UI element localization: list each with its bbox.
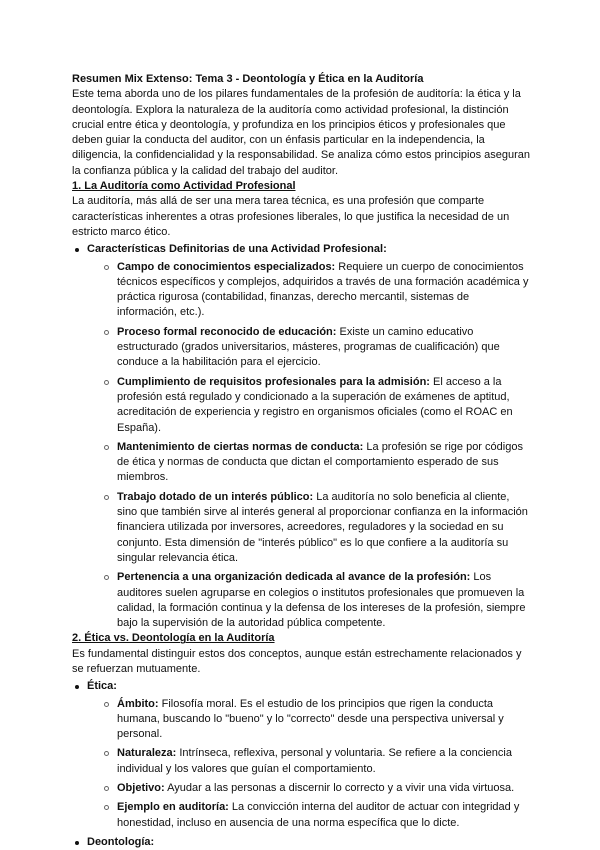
document-page [72, 72, 530, 850]
list-item [102, 440, 530, 486]
list-item [102, 260, 530, 321]
item-term: Trabajo dotado de un interés público: [117, 490, 314, 503]
item-text: Intrínseca, reflexiva, personal y voluntaria. Se refiere a la conciencia individual y los valores que guían el comportamiento. [117, 747, 512, 775]
bullet-label: Características Definitorias de una Actividad Profesional: [87, 243, 387, 256]
item-text: Filosofía moral. Es el estudio de los principios que rigen la conducta humana, buscando lo "bueno" y lo "correcto" desde una perspectiva universal y personal. [117, 697, 504, 741]
list-item [102, 490, 530, 566]
list-item [102, 325, 530, 371]
section-2-list [72, 679, 530, 850]
sublist [87, 260, 530, 632]
list-item [72, 242, 530, 631]
list-item-etica [72, 679, 530, 831]
list-item [102, 800, 530, 831]
item-text: Ayudar a las personas a discernir lo correcto y a vivir una vida virtuosa. [164, 782, 515, 795]
document-title: Resumen Mix Extenso: Tema 3 - Deontología y Ética en la Auditoría [72, 73, 424, 85]
item-text: Existe un camino educativo estructurado (grados universitarios, másteres, programas de cualificación) que conduce a la habilitación para el ejercicio. [117, 325, 500, 369]
item-term: Naturaleza: [117, 747, 177, 760]
item-text: La auditoría no solo beneficia al cliente, sino que también sirve al interés general al proporcionar confianza en la información financiera utilizada por inversores, acreedores, reguladores y la sociedad en su conjunto. Esta dimensión de "interés público" es lo que confiere a la auditoría su singular relevancia ética. [117, 490, 528, 564]
list-item [102, 375, 530, 436]
item-text: La convicción interna del auditor de actuar con integridad y honestidad, incluso en ausencia de una norma específica que lo dicte. [117, 801, 520, 829]
section-1-text: La auditoría, más allá de ser una mera tarea técnica, es una profesión que comparte características inherentes a otras profesiones liberales, lo que justifica la necesidad de un estricto marco ético. [72, 195, 510, 238]
list-item [102, 746, 530, 777]
item-term: Pertenencia a una organización dedicada al avance de la profesión: [117, 571, 471, 584]
intro-paragraph: Este tema aborda uno de los pilares fundamentales de la profesión de auditoría: la ética y la deontología. Explora la naturaleza de la auditoría como actividad profesional, la distinción crucial entre ética y deontología, y profundiza en los principios éticos y profesionales que deben guiar la conducta del auditor, con un énfasis particular en la independencia, la diligencia, la confidencialidad y la responsabilidad. Se analiza cómo estos principios aseguran la confianza pública y la calidad del trabajo del auditor. [72, 88, 530, 177]
section-1-list [72, 242, 530, 631]
sublist [87, 697, 530, 831]
item-text: El acceso a la profesión está regulado y condicionado a la superación de exámenes de aptitud, acreditación de experiencia y registro en organismos oficiales (como el ROAC en España). [117, 375, 513, 434]
item-text: Requiere un cuerpo de conocimientos técnicos específicos y complejos, adquiridos a través de una formación académica y práctica rigurosa (contabilidad, finanzas, derecho mercantil, sistemas de información, etc.). [117, 260, 529, 319]
section-2-heading: 2. Ética vs. Deontología en la Auditoría [72, 632, 275, 645]
item-term: Objetivo: [117, 782, 165, 795]
item-term: Ejemplo en auditoría: [117, 801, 229, 814]
section-2-text: Es fundamental distinguir estos dos conceptos, aunque están estrechamente relacionados y se refuerzan mutuamente. [72, 647, 522, 675]
item-text: Los auditores suelen agruparse en colegios o institutos profesionales que promueven la calidad, la formación continua y la defensa de los intereses de la profesión, siempre bajo la supervisión de la autoridad pública competente. [117, 571, 526, 630]
list-item [102, 570, 530, 631]
section-1-heading: 1. La Auditoría como Actividad Profesional [72, 180, 296, 193]
item-term: Mantenimiento de ciertas normas de conducta: [117, 440, 364, 453]
item-term: Ámbito: [117, 697, 159, 710]
item-term: Proceso formal reconocido de educación: [117, 325, 337, 338]
bullet-label: Deontología: [87, 835, 155, 848]
item-term: Cumplimiento de requisitos profesionales para la admisión: [117, 375, 430, 388]
list-item [102, 781, 530, 796]
item-term: Campo de conocimientos especializados: [117, 260, 336, 273]
item-text: La profesión se rige por códigos de ética y normas de conducta que dictan el comportamiento esperado de sus miembros. [117, 440, 523, 484]
bullet-label: Ética: [87, 680, 117, 693]
list-item [102, 697, 530, 743]
